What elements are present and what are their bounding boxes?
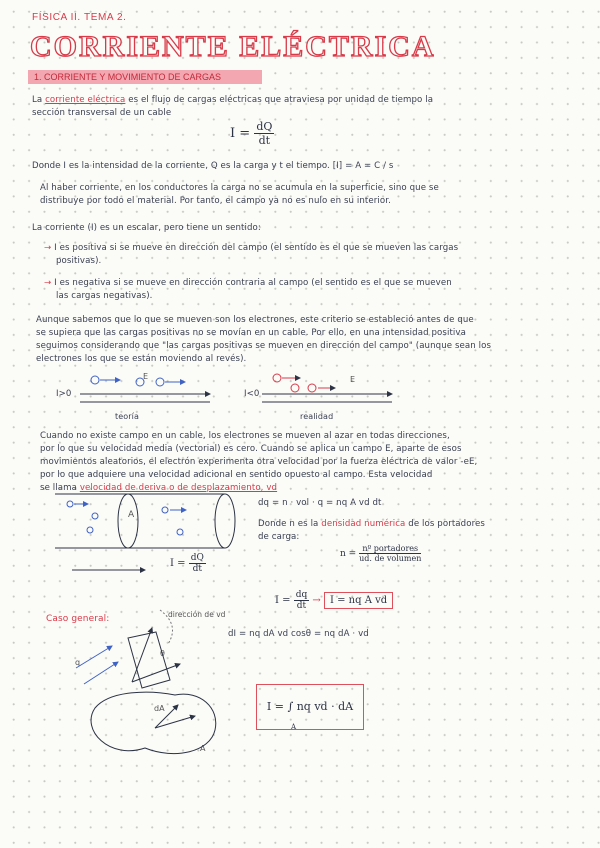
- formula-i-dq: I = $\frac{dQ}{dt}$: [170, 553, 204, 574]
- history-line-3: seguimos considerando que "las cargas positivas se mueven en dirección del campo" (aunque sean los: [36, 341, 492, 351]
- drift-line-1: Cuando no existe campo en un cable, los electrones se mueven al azar en todas direcciones,: [40, 431, 450, 441]
- intensity-definition: Donde I es la intensidad de la corriente, Q es la carga y t el tiempo. [I] = A = C / s: [32, 161, 394, 171]
- term-corriente-electrica: corriente eléctrica: [45, 95, 126, 105]
- theta-label: θ: [160, 649, 165, 658]
- caso-general-title: Caso general:: [46, 614, 110, 624]
- di-formula: dI = nq dA vd cosθ = nq dA · vd: [228, 629, 369, 639]
- diagram-cable: [55, 494, 235, 570]
- arrow-right-icon: →: [44, 278, 52, 288]
- diagram-caso-general: [76, 610, 216, 754]
- drift-line-5: se llama velocidad de deriva o de desplazamiento, vd: [40, 483, 278, 493]
- definition-line-2: sección transversal de un cable: [32, 108, 172, 118]
- bullet-negative-cont: las cargas negativas).: [56, 291, 153, 301]
- direction-annotation: dirección de vd: [168, 610, 226, 619]
- page-title: CORRIENTE ELÉCTRICA: [30, 30, 436, 63]
- dq-formula: dq = n · vol · q = nq A vd dt: [258, 498, 382, 508]
- caption-teoria: teoría: [115, 412, 139, 421]
- field-label-1: E: [143, 372, 149, 381]
- section-heading: 1. CORRIENTE Y MOVIMIENTO DE CARGAS: [28, 70, 262, 84]
- area-label-a: A: [128, 510, 135, 520]
- integral-box: I = ∫ nq vd · dA A: [256, 684, 364, 730]
- formula-intensity: I = $\frac{dQ}{dt}$: [230, 120, 273, 147]
- bullet-negative: → I es negativa si se mueve en dirección contraria al campo (el sentido es el que se mueven: [44, 278, 452, 288]
- drift-line-3: movimientos aleatorios, el electrón experimenta otra velocidad por la fuerza eléctrica de valor -eE,: [40, 457, 478, 467]
- scalar-line: La corriente (I) es un escalar, pero tiene un sentido:: [32, 223, 261, 233]
- caption-realidad: realidad: [300, 412, 334, 421]
- formula-n: n = $\frac{\text{nº portadores}}{\text{ud. de volumen}}$: [340, 544, 422, 563]
- surface-label: A: [200, 744, 206, 753]
- drift-line-4: por lo que adquiere una velocidad adicional en sentido opuesto al campo. Esta velocidad: [40, 470, 433, 480]
- arrow-right-icon: →: [44, 243, 52, 253]
- charge-label: q: [75, 658, 81, 667]
- subject-header: FÍSICA II. TEMA 2.: [32, 12, 127, 23]
- bullet-positive-cont: positivas).: [56, 256, 102, 266]
- distribution-line-1: Al haber corriente, en los conductores la carga no se acumula en la superficie, sino que se: [40, 183, 439, 193]
- field-label-2: E: [350, 375, 356, 384]
- diagram-teoria: [80, 376, 210, 402]
- term-velocidad-deriva: velocidad de deriva o de desplazamiento, vd: [79, 483, 278, 493]
- bullet-positive: → I es positiva si se mueve en dirección del campo (el sentido es el que se mueven las cargas: [44, 243, 459, 253]
- density-line-2: de carga:: [258, 532, 300, 542]
- history-line-4: electrones los que se están moviendo al revés).: [36, 354, 247, 364]
- term-densidad-numerica: densidad numérica: [321, 519, 406, 529]
- dA-label: dA: [154, 704, 165, 713]
- history-line-2: se supiera que las cargas positivas no se movían en un cable. Por ello, en una intensidad positiva: [36, 328, 466, 338]
- history-line-1: Aunque sabemos que lo que se mueven son los electrones, este criterio se estableció antes de que: [36, 315, 474, 325]
- formula-i-dqdt: I = $\frac{dq}{dt}$ → I = nq A vd: [275, 590, 393, 611]
- label-i-positive: I>0: [56, 389, 72, 399]
- distribution-line-2: distribuye por todo el material. Por tanto, el campo ya no es nulo en su interior.: [40, 196, 391, 206]
- label-i-negative: I<0: [244, 389, 260, 399]
- drift-line-2: por lo que su velocidad media (vectorial) es cero. Cuando se aplica un campo E, aparte de esos: [40, 444, 462, 454]
- definition-line-1: La corriente eléctrica es el flujo de cargas eléctricas que atraviesa por unidad de tiempo la: [32, 95, 434, 105]
- density-line: Donde n es la densidad numérica de los portadores: [258, 519, 485, 529]
- diagram-realidad: [262, 374, 392, 402]
- result-box: I = nq A vd: [324, 592, 393, 609]
